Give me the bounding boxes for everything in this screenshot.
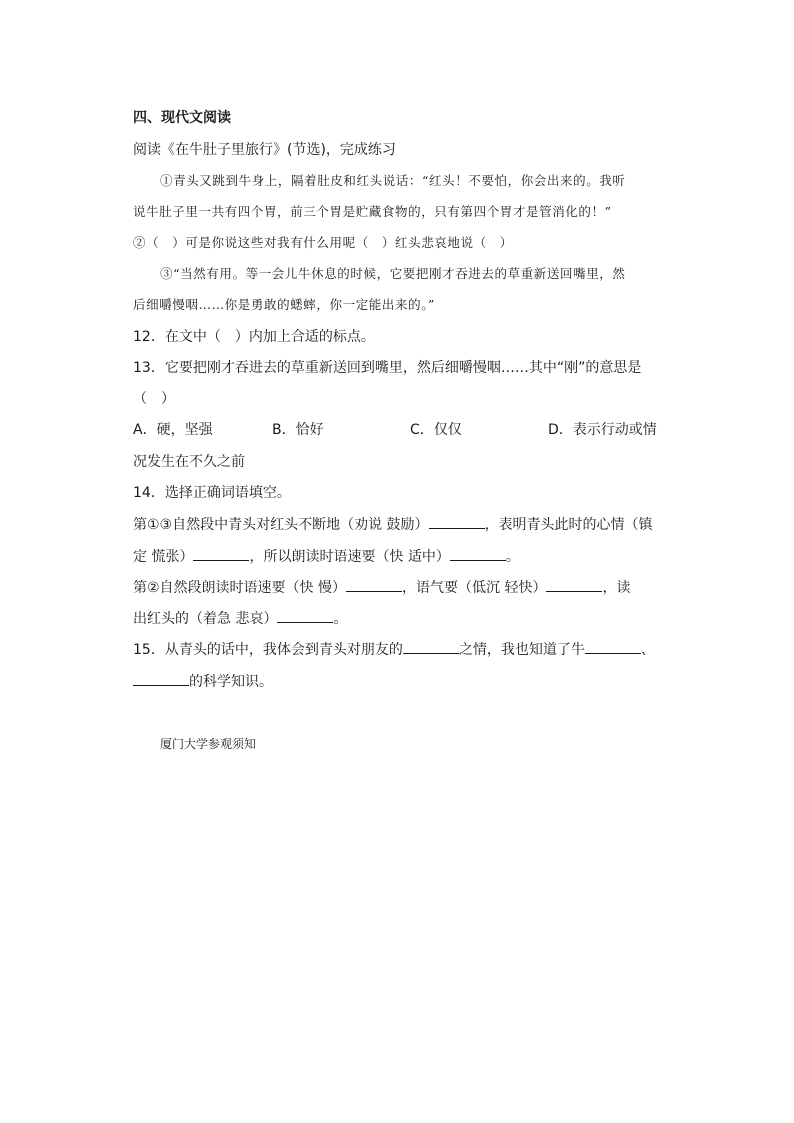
question-14-stem: 14．选择正确词语填空。 [133, 485, 291, 501]
q14-text: 定 慌张） [133, 549, 194, 565]
answer-blank[interactable] [403, 639, 459, 654]
question-14-line-2 [133, 546, 520, 567]
question-15-line-1 [133, 639, 655, 660]
option-b: B．恰好 [272, 422, 324, 438]
passage-paragraph-3-line-1: ③“当然有用。等一会儿牛休息的时候，它要把刚才吞进去的草重新送回嘴里，然 [160, 266, 626, 281]
footer-note: 厦门大学参观须知 [160, 737, 257, 751]
option-d: D．表示行动或情 [548, 422, 657, 438]
answer-blank[interactable] [585, 639, 641, 654]
answer-blank[interactable] [346, 577, 402, 592]
answer-blank[interactable] [429, 514, 485, 529]
q14-text: 。 [333, 611, 348, 627]
passage-paragraph-1-line-2: 说牛肚子里一共有四个胃，前三个胃是贮藏食物的，只有第四个胃才是管消化的！” [133, 204, 612, 219]
q14-text: 。 [505, 549, 520, 565]
answer-blank[interactable] [277, 608, 333, 623]
option-d-continued: 况发生在不久之前 [133, 454, 245, 470]
answer-blank[interactable] [193, 546, 249, 561]
section-title: 四、现代文阅读 [133, 110, 231, 126]
q14-text: 出红头的（着急 悲哀） [133, 611, 278, 627]
question-13-paren: （ ） [133, 391, 175, 407]
question-14-line-3 [133, 577, 630, 598]
reading-instruction: 阅读《在牛肚子里旅行》(节选)，完成练习 [133, 142, 396, 158]
question-12: 12．在文中（ ）内加上合适的标点。 [133, 329, 375, 345]
question-13-stem: 13．它要把刚才吞进去的草重新送回到嘴里，然后细嚼慢咽……其中“刚”的意思是 [133, 360, 642, 376]
q14-text: ，表明青头此时的心情（镇 [484, 517, 653, 533]
passage-paragraph-1-line-1: ①青头又跳到牛身上，隔着肚皮和红头说话：“红头！不要怕，你会出来的。我听 [160, 173, 626, 188]
answer-blank[interactable] [546, 577, 602, 592]
q14-text: ，所以朗读时语速要（快 适中） [249, 549, 450, 565]
option-c: C．仅仅 [410, 422, 462, 438]
passage-paragraph-2: ②（ ）可是你说这些对我有什么用呢（ ）红头悲哀地说（ ） [133, 235, 513, 250]
q14-text: ，读 [602, 580, 631, 596]
q15-text: 、 [640, 642, 655, 658]
q14-text: 第②自然段朗读时语速要（快 慢） [133, 580, 347, 596]
q15-text: 15．从青头的话中，我体会到青头对朋友的 [133, 642, 403, 658]
q15-text: 之情，我也知道了牛 [458, 642, 585, 658]
question-14-line-1 [133, 514, 653, 535]
answer-blank[interactable] [450, 546, 506, 561]
passage-paragraph-3-line-2: 后细嚼慢咽……你是勇敢的蟋蟀，你一定能出来的。” [133, 297, 436, 312]
question-15-line-2 [133, 671, 273, 692]
question-14-line-4 [133, 608, 347, 629]
q15-text: 的科学知识。 [189, 674, 273, 690]
q14-text: 第①③自然段中青头对红头不断地（劝说 鼓励） [133, 517, 429, 533]
q14-text: ，语气要（低沉 轻快） [402, 580, 547, 596]
option-a: A．硬，坚强 [133, 422, 213, 438]
answer-blank[interactable] [133, 671, 189, 686]
